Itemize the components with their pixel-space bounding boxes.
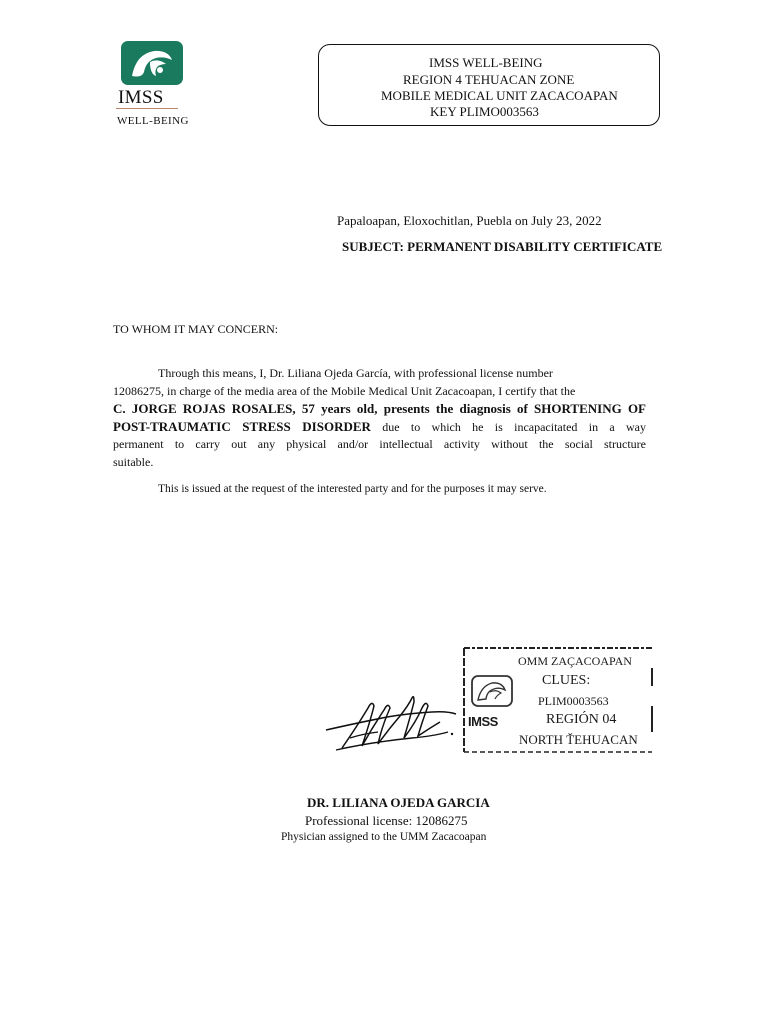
logo-subtitle: WELL-BEING [117,115,189,127]
stamp-region: REGIÓN 04 [546,712,617,727]
stamp-logo-text: IMSS [468,714,498,729]
stamp-clues-label: CLUES: [542,673,591,688]
header-box [318,44,660,126]
diagnosis-text: POST-TRAUMATIC STRESS DISORDER [113,419,371,434]
logo-divider [116,108,178,109]
paragraph1-line3: C. JORGE ROJAS ROSALES, 57 years old, presents the diagnosis of SHORTENING OF [113,401,646,416]
subject: SUBJECT: PERMANENT DISABILITY CERTIFICATE [342,239,663,254]
header-line-key: KEY PLIMO003563 [430,104,539,119]
stamp-logo-icon [470,674,514,708]
signatory-license: Professional license: 12086275 [305,813,468,828]
paragraph1-line2: 12086275, in charge of the media area of the Mobile Medical Unit Zacacoapan, I certify that the [113,384,576,398]
signatory-role: Physician assigned to the UMM Zacacoapan [281,831,487,843]
paragraph1-line4 [113,419,646,435]
header-line-region: REGION 4 TEHUACAN ZONE [403,72,575,87]
official-stamp [462,646,654,754]
stamp-zone: NORTH ŤEHUACAN [519,732,638,747]
header-line-org: IMSS WELL-BEING [429,55,543,70]
header-line-unit: MOBILE MEDICAL UNIT ZACACOAPAN [381,88,618,103]
stamp-clues-code: PLIM0003563 [538,694,609,708]
signatory-name: DR. LILIANA OJEDA GARCIA [307,795,490,810]
salutation: TO WHOM IT MAY CONCERN: [113,322,279,336]
imss-logo-icon [120,40,184,86]
paragraph1-line6: suitable. [113,455,154,469]
paragraph2: This is issued at the request of the interested party and for the purposes it may serve. [158,483,547,495]
logo-name: IMSS [118,87,164,108]
handwritten-signature-icon [322,688,462,760]
paragraph1-line1: Through this means, I, Dr. Liliana Ojeda García, with professional license number [158,366,553,380]
paragraph1-line4-rest: due to which he is incapacitated in a way [370,420,647,434]
place-date: Papaloapan, Eloxochitlan, Puebla on July 23, 2022 [337,213,602,228]
stamp-unit: OMM ZAÇACOAPAN [518,654,632,668]
paragraph1-line5: permanent to carry out any physical and/or intellectual activity without the social structure [113,437,646,451]
